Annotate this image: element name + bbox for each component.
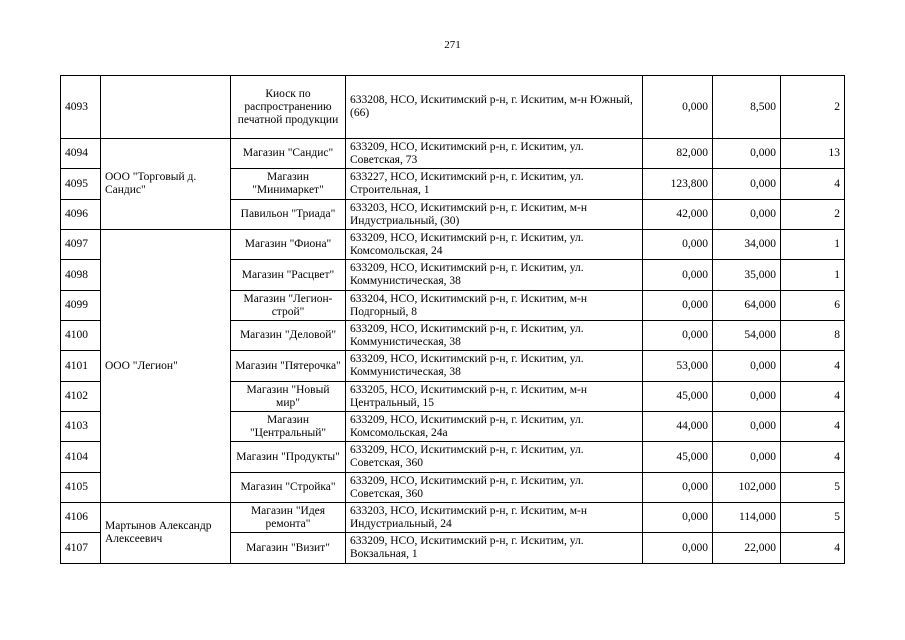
value-2-cell: 0,000 [713,442,781,473]
address-cell: 633227, НСО, Искитимский р-н, г. Искитим, ул. Строительная, 1 [346,169,643,200]
object-name-cell: Магазин "Легион-строй" [231,291,346,321]
address-cell: 633209, НСО, Искитимский р-н, г. Искитим, ул. Советская, 360 [346,442,643,473]
value-1-cell: 0,000 [643,533,713,564]
value-2-cell: 0,000 [713,139,781,169]
value-2-cell: 22,000 [713,533,781,564]
value-3-cell: 4 [781,169,845,200]
value-3-cell: 13 [781,139,845,169]
value-3-cell: 2 [781,200,845,230]
row-number-cell: 4101 [61,351,101,382]
organization-cell: Мартынов Александр Алексеевич [101,503,231,564]
organization-cell: ООО "Легион" [101,230,231,503]
value-1-cell: 0,000 [643,321,713,351]
address-cell: 633209, НСО, Искитимский р-н, г. Искитим, ул. Комсомольская, 24 [346,230,643,260]
row-number-cell: 4107 [61,533,101,564]
address-cell: 633209, НСО, Искитимский р-н, г. Искитим, ул. Советская, 73 [346,139,643,169]
value-3-cell: 6 [781,291,845,321]
value-1-cell: 0,000 [643,473,713,503]
value-2-cell: 114,000 [713,503,781,533]
value-1-cell: 0,000 [643,291,713,321]
value-3-cell: 1 [781,260,845,291]
value-2-cell: 0,000 [713,200,781,230]
address-cell: 633203, НСО, Искитимский р-н, г. Искитим, м-н Индустриальный, (30) [346,200,643,230]
address-cell: 633203, НСО, Искитимский р-н, г. Искитим, м-н Индустриальный, 24 [346,503,643,533]
object-name-cell: Магазин "Стройка" [231,473,346,503]
object-name-cell: Магазин "Новый мир" [231,382,346,412]
value-3-cell: 2 [781,76,845,139]
row-number-cell: 4096 [61,200,101,230]
row-number-cell: 4098 [61,260,101,291]
value-3-cell: 4 [781,533,845,564]
value-2-cell: 0,000 [713,351,781,382]
value-1-cell: 82,000 [643,139,713,169]
address-cell: 633205, НСО, Искитимский р-н, г. Искитим, м-н Центральный, 15 [346,382,643,412]
table-row [61,76,845,139]
object-name-cell: Магазин "Продукты" [231,442,346,473]
address-cell: 633204, НСО, Искитимский р-н, г. Искитим, м-н Подгорный, 8 [346,291,643,321]
address-cell: 633208, НСО, Искитимский р-н, г. Искитим, м-н Южный, (66) [346,76,643,139]
value-1-cell: 123,800 [643,169,713,200]
row-number-cell: 4094 [61,139,101,169]
organization-cell [101,76,231,139]
value-2-cell: 64,000 [713,291,781,321]
object-name-cell: Киоск по распространению печатной продукции [231,76,346,139]
object-name-cell: Магазин "Фиона" [231,230,346,260]
row-number-cell: 4099 [61,291,101,321]
value-2-cell: 34,000 [713,230,781,260]
object-name-cell: Магазин "Деловой" [231,321,346,351]
table-row [61,139,845,169]
registry-table [60,75,845,564]
value-3-cell: 8 [781,321,845,351]
value-3-cell: 5 [781,473,845,503]
value-3-cell: 4 [781,351,845,382]
value-1-cell: 45,000 [643,442,713,473]
object-name-cell: Павильон "Триада" [231,200,346,230]
value-2-cell: 8,500 [713,76,781,139]
row-number-cell: 4104 [61,442,101,473]
value-3-cell: 1 [781,230,845,260]
table-row [61,230,845,260]
object-name-cell: Магазин "Центральный" [231,412,346,442]
value-3-cell: 4 [781,442,845,473]
value-1-cell: 44,000 [643,412,713,442]
value-2-cell: 0,000 [713,382,781,412]
value-1-cell: 42,000 [643,200,713,230]
object-name-cell: Магазин "Расцвет" [231,260,346,291]
value-2-cell: 102,000 [713,473,781,503]
value-1-cell: 0,000 [643,260,713,291]
value-3-cell: 4 [781,382,845,412]
row-number-cell: 4093 [61,76,101,139]
registry-body [61,76,845,564]
row-number-cell: 4105 [61,473,101,503]
row-number-cell: 4100 [61,321,101,351]
value-1-cell: 0,000 [643,503,713,533]
value-1-cell: 45,000 [643,382,713,412]
value-1-cell: 0,000 [643,230,713,260]
address-cell: 633209, НСО, Искитимский р-н, г. Искитим, ул. Коммунистическая, 38 [346,260,643,291]
object-name-cell: Магазин "Сандис" [231,139,346,169]
page-number: 271 [444,39,461,51]
row-number-cell: 4097 [61,230,101,260]
row-number-cell: 4095 [61,169,101,200]
organization-cell: ООО "Торговый д. Сандис" [101,139,231,230]
value-1-cell: 0,000 [643,76,713,139]
table-row [61,503,845,533]
address-cell: 633209, НСО, Искитимский р-н, г. Искитим, ул. Коммунистическая, 38 [346,321,643,351]
value-2-cell: 54,000 [713,321,781,351]
value-2-cell: 0,000 [713,412,781,442]
address-cell: 633209, НСО, Искитимский р-н, г. Искитим, ул. Советская, 360 [346,473,643,503]
row-number-cell: 4103 [61,412,101,442]
address-cell: 633209, НСО, Искитимский р-н, г. Искитим, ул. Вокзальная, 1 [346,533,643,564]
object-name-cell: Магазин "Идея ремонта" [231,503,346,533]
value-2-cell: 35,000 [713,260,781,291]
object-name-cell: Магазин "Минимаркет" [231,169,346,200]
value-1-cell: 53,000 [643,351,713,382]
object-name-cell: Магазин "Пятерочка" [231,351,346,382]
row-number-cell: 4106 [61,503,101,533]
object-name-cell: Магазин "Визит" [231,533,346,564]
address-cell: 633209, НСО, Искитимский р-н, г. Искитим, ул. Комсомольская, 24а [346,412,643,442]
row-number-cell: 4102 [61,382,101,412]
value-3-cell: 5 [781,503,845,533]
address-cell: 633209, НСО, Искитимский р-н, г. Искитим, ул. Коммунистическая, 38 [346,351,643,382]
value-3-cell: 4 [781,412,845,442]
value-2-cell: 0,000 [713,169,781,200]
